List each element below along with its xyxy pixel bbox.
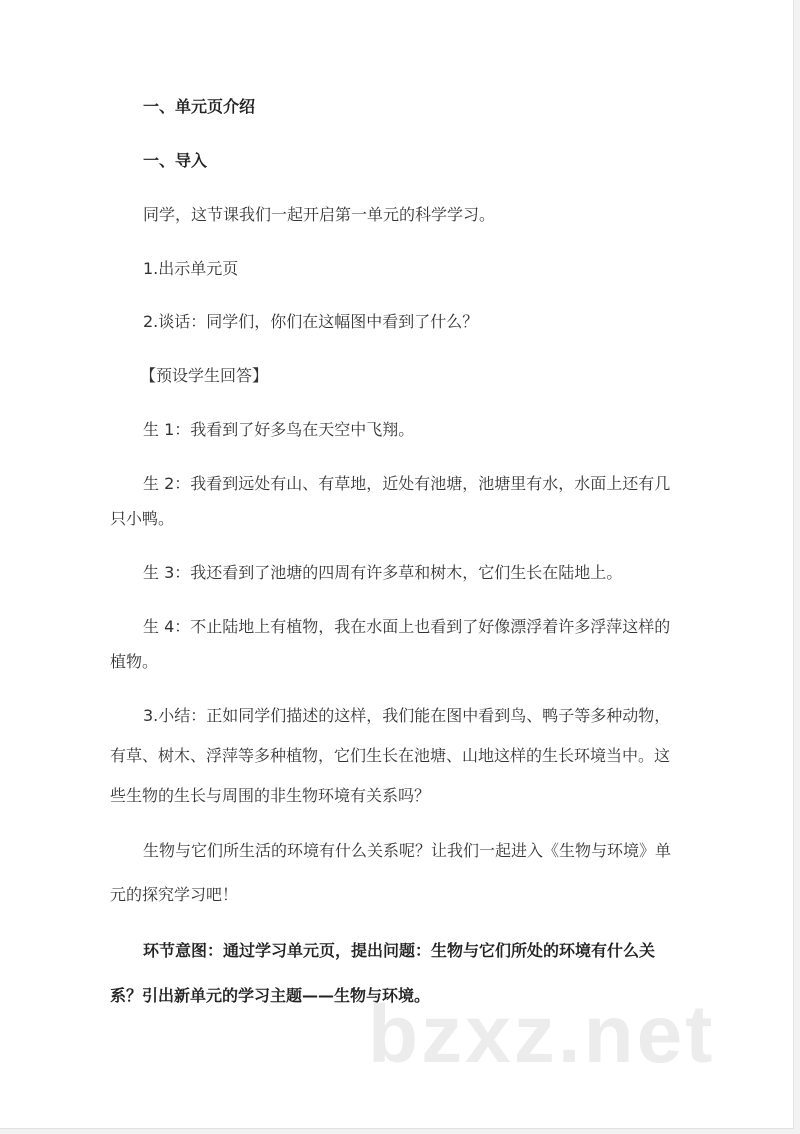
preset-label: 【预设学生回答】 xyxy=(140,366,269,385)
answer-2-line-1: 生 2：我看到远处有山、有草地，近处有池塘，池塘里有水，水面上还有几 xyxy=(143,474,671,493)
answer-3: 生 3：我还看到了池塘的四周有许多草和树木，它们生长在陆地上。 xyxy=(143,563,623,582)
intent-line-1: 环节意图：通过学习单元页，提出问题：生物与它们所处的环境有什么关 xyxy=(143,941,656,960)
step-2: 2.谈话：同学们，你们在这幅图中看到了什么？ xyxy=(143,312,479,331)
transition-line-1: 生物与它们所生活的环境有什么关系呢？让我们一起进入《生物与环境》单 xyxy=(143,841,672,860)
subsection-heading: 一、导入 xyxy=(143,151,208,170)
answer-4-line-2: 植物。 xyxy=(110,652,159,671)
intent-line-2: 系？引出新单元的学习主题——生物与环境。 xyxy=(110,986,431,1005)
step-1: 1.出示单元页 xyxy=(143,259,239,278)
section-heading: 一、单元页介绍 xyxy=(143,97,256,116)
answer-2-line-2: 只小鸭。 xyxy=(110,509,175,528)
transition-line-2: 元的探究学习吧！ xyxy=(110,885,239,904)
answer-1: 生 1：我看到了好多鸟在天空中飞翔。 xyxy=(143,420,415,439)
watermark: bzxz.net xyxy=(368,989,716,1080)
summary-line-2: 有草、树木、浮萍等多种植物，它们生长在池塘、山地这样的生长环境当中。这 xyxy=(110,746,671,765)
answer-4-line-1: 生 4：不止陆地上有植物，我在水面上也看到了好像漂浮着许多浮萍这样的 xyxy=(143,617,671,636)
intro-paragraph: 同学，这节课我们一起开启第一单元的科学学习。 xyxy=(143,205,496,224)
summary-line-1: 3.小结：正如同学们描述的这样，我们能在图中看到鸟、鸭子等多种动物， xyxy=(143,706,671,725)
summary-line-3: 些生物的生长与周围的非生物环境有关系吗？ xyxy=(110,786,431,805)
